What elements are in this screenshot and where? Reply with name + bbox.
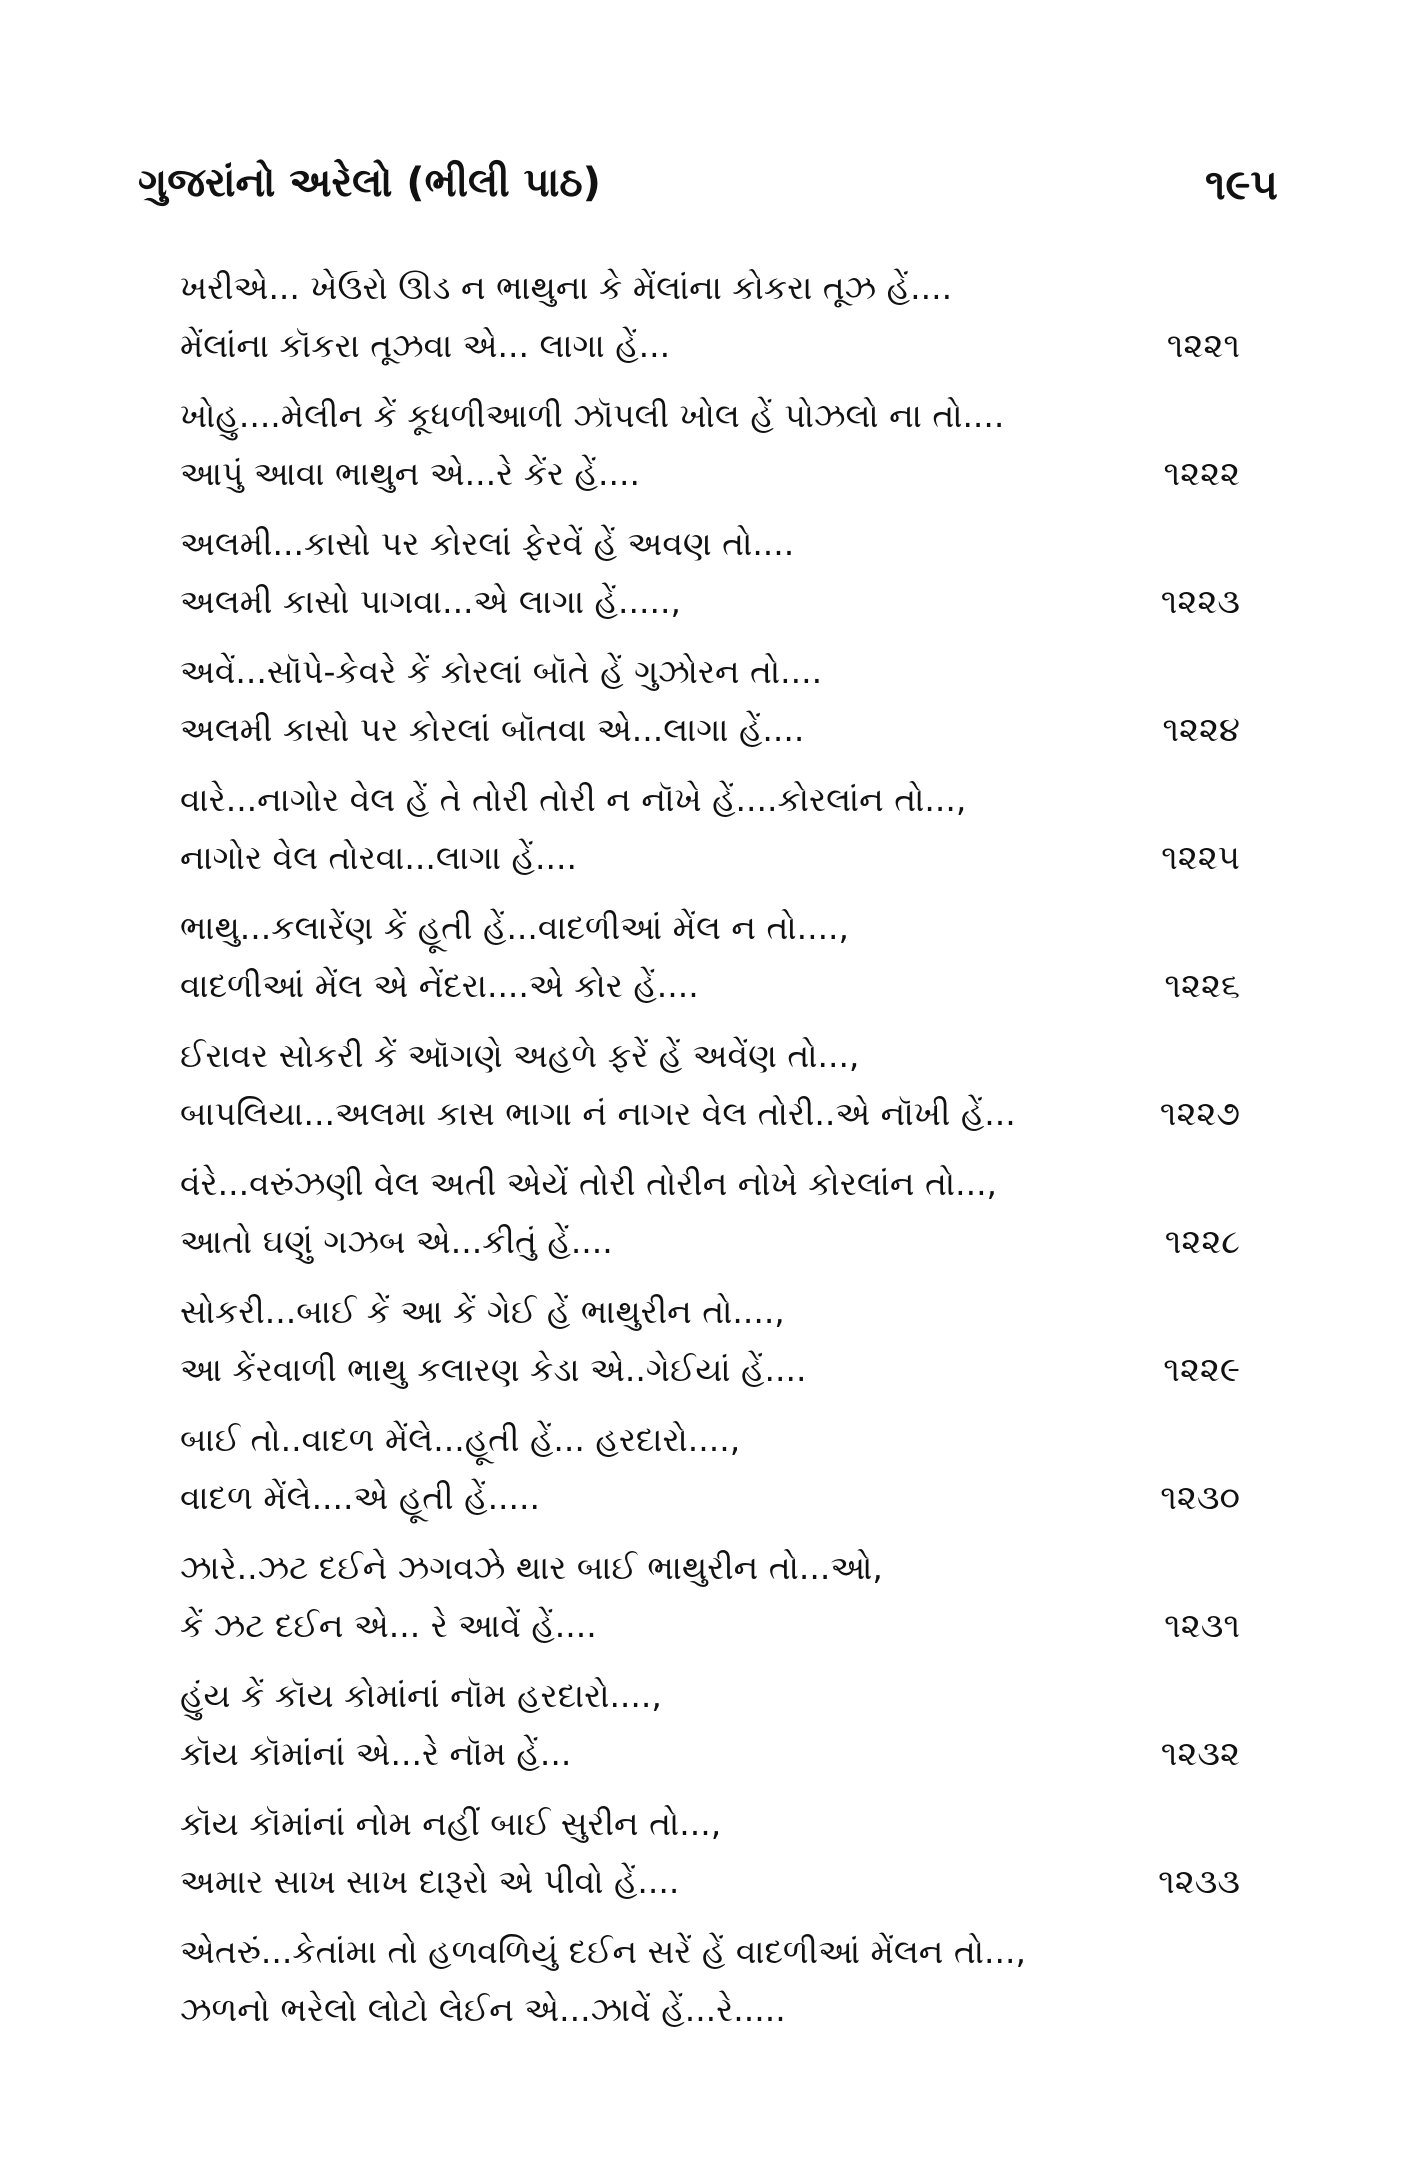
verse-line-1 <box>180 1158 1260 1210</box>
verse-line-1 <box>180 1286 1260 1338</box>
verse-number: ૧૨૨૮ <box>1164 1222 1240 1262</box>
verse-text: ભાથુ...કલારેંણ કેં હૂતી હેં...વાદળીઆં મેંલ ન તો...., <box>180 908 850 947</box>
verse-text: વાદળીઆં મેંલ એ નેંદરા....એ કોર હેં.... <box>180 966 699 1005</box>
verse-number: ૧૨૨૩ <box>1160 582 1240 622</box>
verse-text: કૉય કૉમાંનાં નોમ નહીં બાઈ સુરીન તો..., <box>180 1804 722 1843</box>
verse-text: ઝળનો ભરેલો લોટો લેઈન એ...ઝાવેં હેં...રે..... <box>180 1990 786 2029</box>
verse-text: અલમી કાસો પાગવા...એ લાગા હેં....., <box>180 582 681 621</box>
verse-number: ૧૨૨૬ <box>1164 966 1240 1006</box>
verse-line-1 <box>180 1414 1260 1466</box>
verse-text: બાપલિયા...અલમા કાસ ભાગા નં નાગર વેલ તોરી..એ નૉખી હેં... <box>180 1094 1016 1133</box>
verse-line-2 <box>180 320 1260 372</box>
verse-line-2 <box>180 960 1260 1012</box>
verse-text: કેં ઝટ દઈન એ... રે આવેં હેં.... <box>180 1606 597 1645</box>
stanza-1228 <box>180 1158 1260 1286</box>
page-header <box>138 160 1278 220</box>
verse-text: વારે...નાગોર વેલ હેં તે તોરી તોરી ન નૉખે હેં....કોરલાંન તો..., <box>180 780 967 819</box>
verse-line-1 <box>180 518 1260 570</box>
stanza-final <box>180 1926 1260 2054</box>
verse-text: આતો ઘણું ગઝબ એ...કીતું હેં.... <box>180 1222 613 1261</box>
verse-text: અલમી કાસો પર કોરલાં બૉતવા એ...લાગા હેં.... <box>180 710 805 749</box>
verse-line-2 <box>180 832 1260 884</box>
verse-line-2 <box>180 1216 1260 1268</box>
verse-text: આ કેંરવાળી ભાથુ કલારણ કેડા એ..ગેઈયાં હેં.... <box>180 1350 807 1389</box>
verse-text: બાઈ તો..વાદળ મેંલે...હૂતી હેં... હરદારો...., <box>180 1420 741 1459</box>
verse-line-2 <box>180 576 1260 628</box>
stanza-1222 <box>180 390 1260 518</box>
running-title: ગુજરાંનો અરેલો (ભીલી પાઠ) <box>138 160 601 206</box>
verse-line-1 <box>180 646 1260 698</box>
verse-text: આપું આવા ભાથુન એ...રે કેંર હેં.... <box>180 454 640 493</box>
verse-line-2 <box>180 1856 1260 1908</box>
verse-number: ૧૨૨૯ <box>1163 1350 1240 1390</box>
verse-line-2 <box>180 704 1260 756</box>
stanza-1231 <box>180 1542 1260 1670</box>
stanza-1221 <box>180 262 1260 390</box>
verse-line-2 <box>180 1728 1260 1780</box>
verse-list <box>180 262 1260 2054</box>
stanza-1225 <box>180 774 1260 902</box>
verse-line-2 <box>180 1344 1260 1396</box>
stanza-1226 <box>180 902 1260 1030</box>
verse-text: ઈરાવર સોકરી કેં ઑગણે અહળે ફરેં હેં અવેંણ તો..., <box>180 1036 860 1075</box>
verse-line-1 <box>180 1542 1260 1594</box>
verse-number: ૧૨૨૧ <box>1166 326 1240 366</box>
verse-text: અમાર સાખ સાખ દારૂરો એ પીવો હેં.... <box>180 1862 680 1901</box>
verse-number: ૧૨૩૩ <box>1158 1862 1240 1902</box>
verse-line-1 <box>180 262 1260 314</box>
verse-text: કૉય કૉમાંનાં એ...રે નૉમ હેં... <box>180 1734 572 1773</box>
verse-text: ખોહુ....મેલીન કેં કૂધળીઆળી ઝૉપલી ખોલ હેં પોઝલો ના તો.... <box>180 396 1005 435</box>
verse-text: અવેં...સૉપે-કેવરે કેં કોરલાં બૉતે હેં ગુઝોરન તો.... <box>180 652 823 691</box>
verse-text: નાગોર વેલ તોરવા...લાગા હેં.... <box>180 838 577 877</box>
stanza-1232 <box>180 1670 1260 1798</box>
stanza-1223 <box>180 518 1260 646</box>
verse-text: હુંય કેં કૉય કોમાંનાં નૉમ હરદારો...., <box>180 1676 662 1715</box>
stanza-1224 <box>180 646 1260 774</box>
stanza-1227 <box>180 1030 1260 1158</box>
verse-line-1 <box>180 1670 1260 1722</box>
page-number: ૧૯૫ <box>1204 160 1278 209</box>
verse-line-2 <box>180 1472 1260 1524</box>
verse-number: ૧૨૨૭ <box>1159 1094 1240 1134</box>
verse-number: ૧૨૨૫ <box>1161 838 1240 878</box>
verse-text: ઝારે..ઝટ દઈને ઝગવઝે થાર બાઈ ભાથુરીન તો...ઓ, <box>180 1548 883 1587</box>
stanza-1230 <box>180 1414 1260 1542</box>
verse-line-2 <box>180 448 1260 500</box>
verse-line-1 <box>180 1926 1260 1978</box>
verse-number: ૧૨૨૨ <box>1163 454 1240 494</box>
verse-number: ૧૨૩૦ <box>1160 1478 1240 1518</box>
stanza-1229 <box>180 1286 1260 1414</box>
verse-text: વાદળ મેંલે....એ હૂતી હેં..... <box>180 1478 541 1517</box>
verse-text: અલમી...કાસો પર કોરલાં ફેરવેં હેં અવણ તો.... <box>180 524 795 563</box>
verse-line-1 <box>180 1798 1260 1850</box>
verse-line-2 <box>180 1088 1260 1140</box>
verse-text: વંરે...વરુંઝણી વેલ અતી એયેં તોરી તોરીન નોખે કોરલાંન તો..., <box>180 1164 998 1203</box>
verse-number: ૧૨૩૨ <box>1160 1734 1240 1774</box>
stanza-1233 <box>180 1798 1260 1926</box>
verse-line-1 <box>180 390 1260 442</box>
verse-line-1 <box>180 1030 1260 1082</box>
verse-number: ૧૨૨૪ <box>1162 710 1240 750</box>
verse-line-2 <box>180 1984 1260 2036</box>
verse-line-2 <box>180 1600 1260 1652</box>
verse-text: એતરું...કેતાંમા તો હળવળિયું દઈન સરેં હેં વાદળીઆં મેંલન તો..., <box>180 1932 1026 1971</box>
verse-line-1 <box>180 774 1260 826</box>
verse-text: ખરીએ... ખેઉરો ઊડ ન ભાથુના કે મેંલાંના કોકરા તૂઝ હેં.... <box>180 268 953 307</box>
verse-number: ૧૨૩૧ <box>1164 1606 1240 1646</box>
verse-line-1 <box>180 902 1260 954</box>
verse-text: મેંલાંના કૉકરા તૂઝવા એ... લાગા હેં... <box>180 326 671 365</box>
verse-text: સોકરી...બાઈ કેં આ કેં ગેઈ હેં ભાથુરીન તો...., <box>180 1292 785 1331</box>
